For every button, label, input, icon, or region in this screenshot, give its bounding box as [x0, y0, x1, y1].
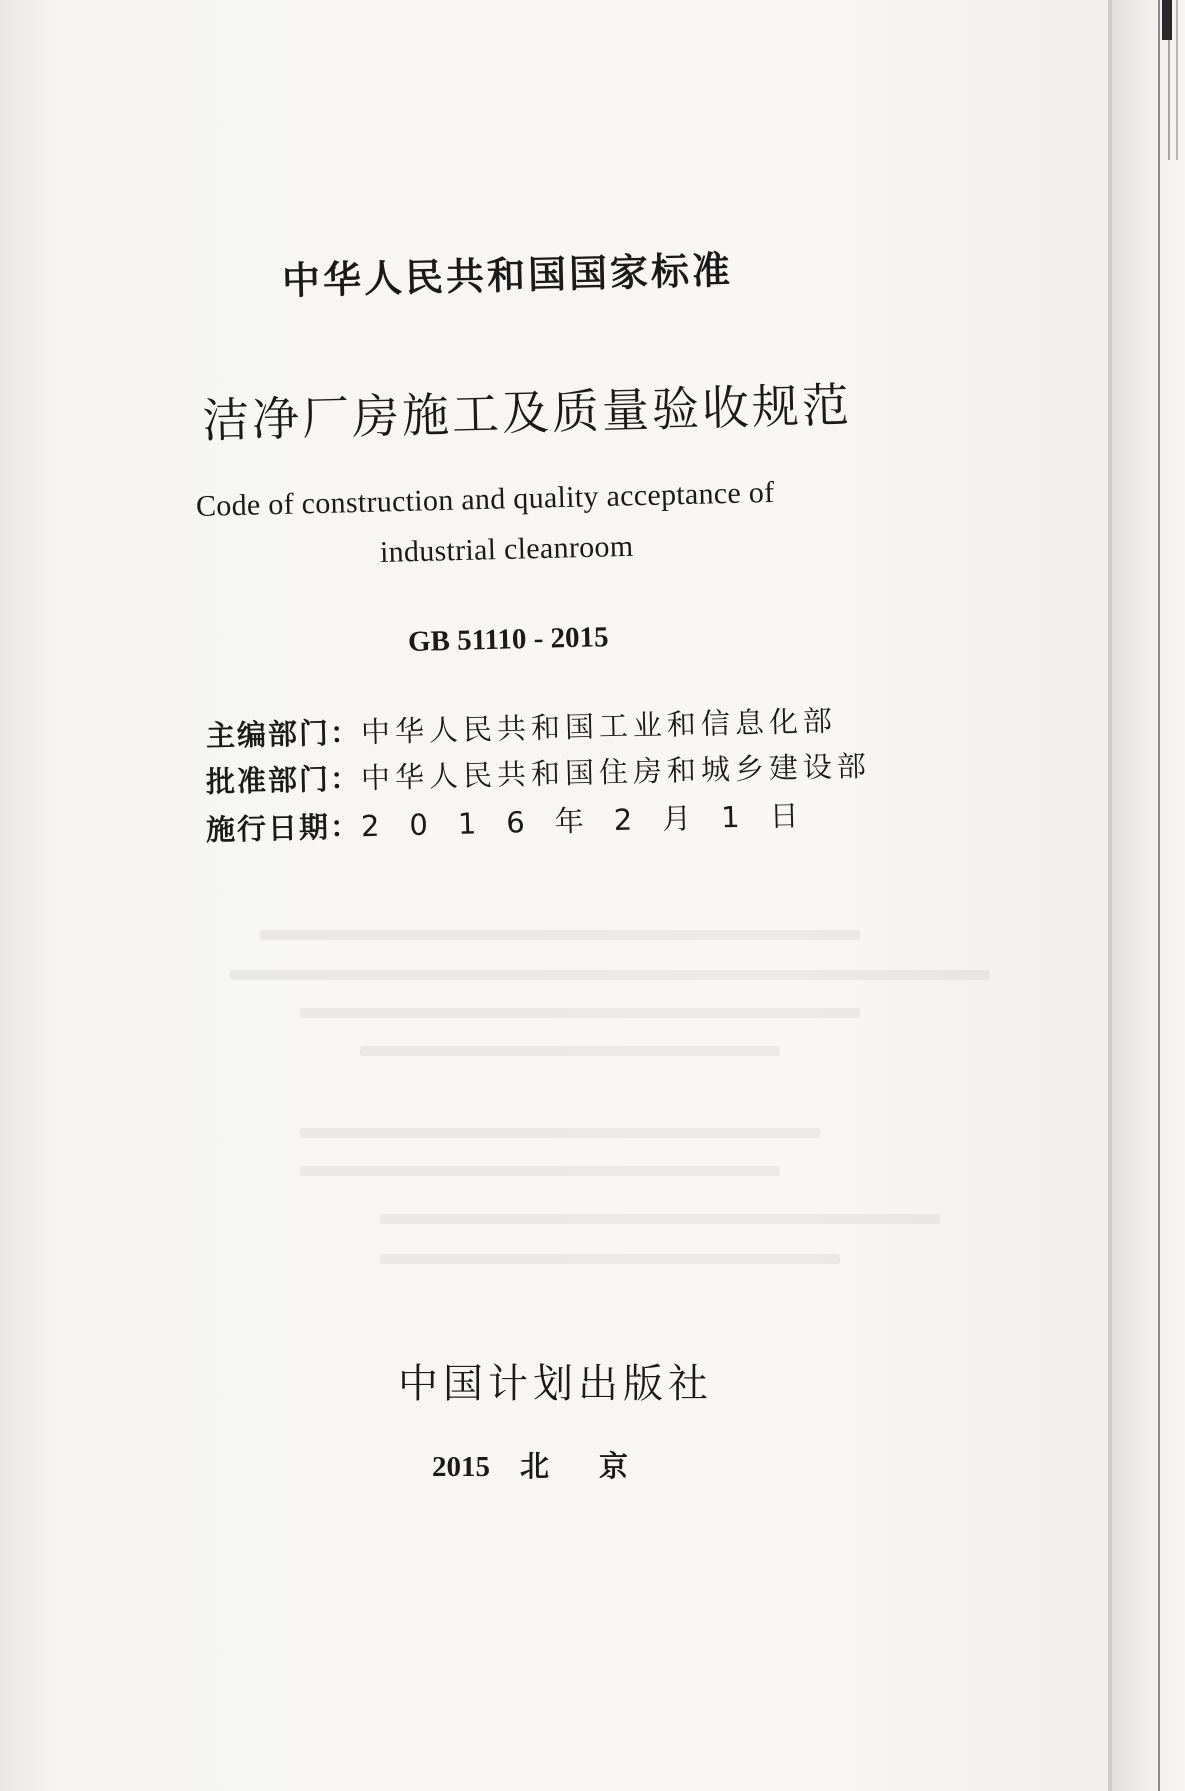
show-through-text: [230, 970, 990, 980]
document-title-english-line1: Code of construction and quality acceptance of: [195, 475, 775, 523]
publication-year-city: [432, 1444, 678, 1485]
document-title-english-line2: industrial cleanroom: [379, 529, 634, 569]
editor-department-label: 主编部门：: [205, 715, 362, 753]
show-through-text: [300, 1128, 820, 1138]
effective-date-label: 施行日期：: [205, 809, 362, 847]
show-through-text: [300, 1166, 780, 1176]
book-edge-strip: [1112, 0, 1185, 1791]
effective-date-value: 2016年2月1日: [360, 797, 830, 844]
standard-type-heading: 中华人民共和国国家标准: [281, 247, 734, 303]
book-edge-mark: [1162, 0, 1172, 40]
approver-department-value: 中华人民共和国住房和城乡建设部: [360, 748, 872, 796]
show-through-text: [360, 1046, 780, 1056]
publication-year: 2015: [432, 1451, 490, 1483]
show-through-text: [380, 1214, 940, 1224]
book-edge-line: [1158, 0, 1160, 1791]
show-through-text: [260, 930, 860, 940]
editor-department-value: 中华人民共和国工业和信息化部: [360, 703, 838, 750]
book-edge-line: [1176, 0, 1178, 160]
standard-code: GB 51110 - 2015: [407, 621, 609, 658]
approver-department-label: 批准部门：: [205, 761, 362, 799]
publication-city: 北京: [520, 1449, 679, 1483]
show-through-text: [380, 1254, 840, 1264]
show-through-text: [300, 1008, 860, 1018]
publisher-name: 中国计划出版社: [398, 1361, 713, 1407]
document-title-chinese: 洁净厂房施工及质量验收规范: [201, 378, 853, 449]
